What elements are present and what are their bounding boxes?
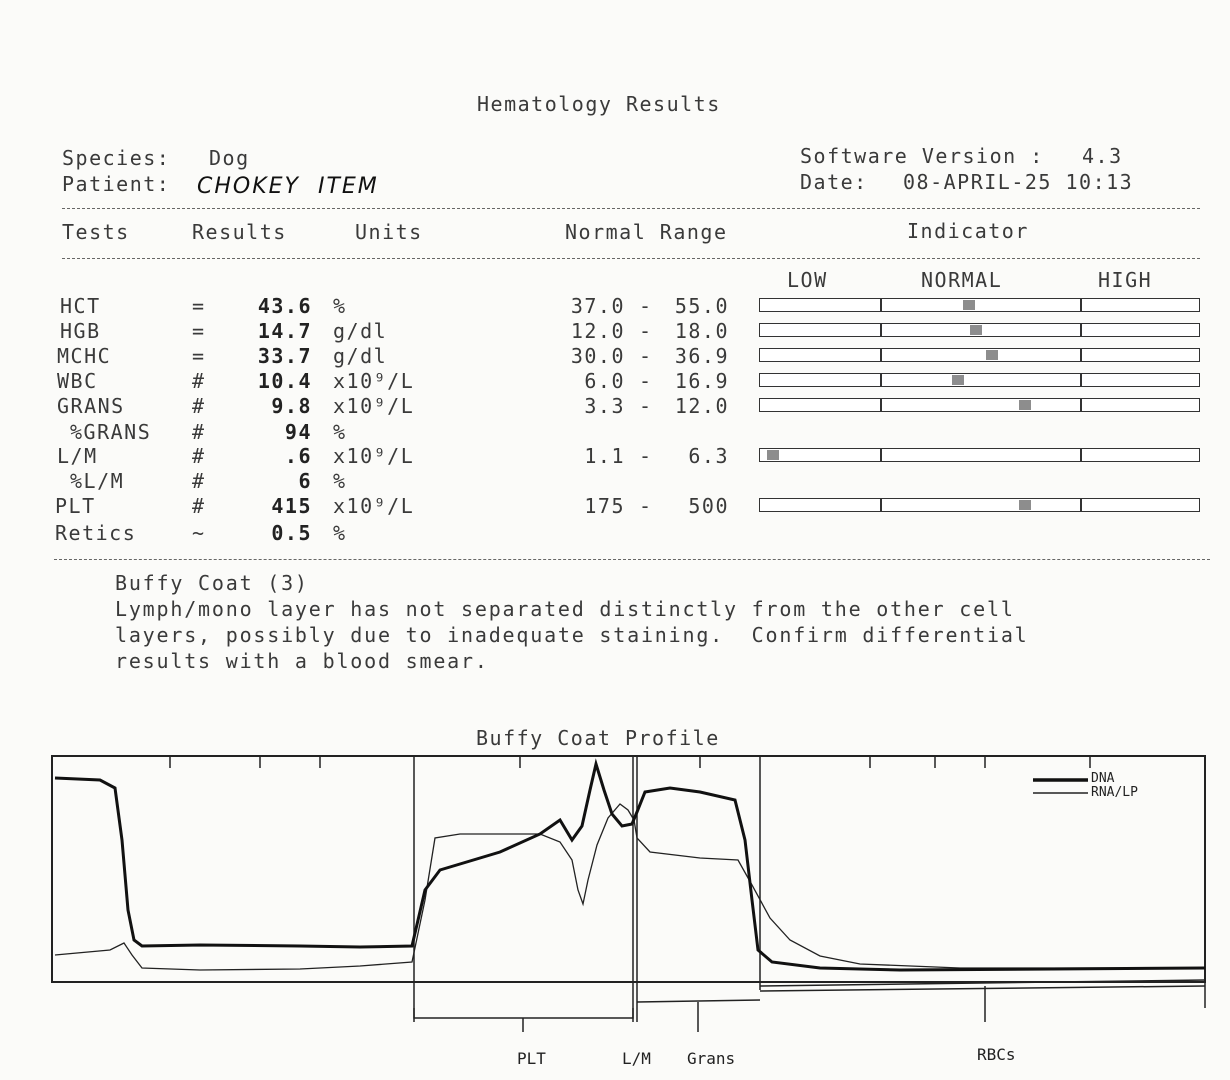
range-dash: -	[639, 344, 653, 368]
note-line: results with a blood smear.	[115, 649, 489, 673]
result-row	[0, 294, 1230, 320]
range-low: 1.1	[584, 444, 625, 468]
range-high: 500	[688, 494, 729, 518]
result-value: 6	[298, 469, 312, 493]
range-high: 55.0	[674, 294, 729, 318]
indicator-divider-low	[880, 348, 882, 362]
test-name: HGB	[60, 319, 101, 343]
indicator-marker	[970, 325, 982, 335]
indicator-divider-low	[880, 373, 882, 387]
zone-label-rbcs: RBCs	[977, 1045, 1016, 1064]
indicator-marker	[1019, 400, 1031, 410]
range-low: 12.0	[570, 319, 625, 343]
zone-label-grans: Grans	[687, 1049, 736, 1068]
indicator-bar	[759, 448, 1200, 462]
test-name: L/M	[57, 444, 98, 468]
date-value: 08-APRIL-25 10:13	[903, 170, 1134, 194]
result-unit: %	[333, 294, 347, 318]
profile-top-ticks	[170, 756, 1090, 768]
indicator-marker	[1019, 500, 1031, 510]
indicator-divider-high	[1080, 398, 1082, 412]
result-value: 0.5	[271, 521, 312, 545]
legend-dna-label: DNA	[1091, 771, 1115, 786]
range-high: 18.0	[674, 319, 729, 343]
range-dash: -	[639, 369, 653, 393]
indicator-marker	[767, 450, 779, 460]
species-label: Species:	[62, 146, 171, 170]
result-row	[0, 394, 1230, 420]
result-flag: #	[192, 394, 206, 418]
indicator-divider-high	[1080, 298, 1082, 312]
result-value: 43.6	[257, 294, 312, 318]
species-value: Dog	[209, 146, 250, 170]
profile-zone-brackets	[414, 982, 1205, 1032]
indicator-bar	[759, 323, 1200, 337]
result-flag: =	[192, 344, 206, 368]
result-flag: =	[192, 319, 206, 343]
profile-baselines	[52, 980, 1205, 1002]
indicator-normal-label: NORMAL	[921, 268, 1003, 292]
report-title: Hematology Results	[477, 92, 721, 116]
test-name: GRANS	[57, 394, 125, 418]
indicator-divider-low	[880, 398, 882, 412]
indicator-divider-low	[880, 298, 882, 312]
result-unit: g/dl	[333, 344, 388, 368]
result-unit: x10⁹/L	[333, 494, 415, 518]
test-name: %GRANS	[70, 420, 152, 444]
col-normal-range-header: Normal Range	[565, 220, 728, 244]
legend-rna-label: RNA/LP	[1091, 785, 1138, 800]
result-unit: %	[333, 420, 347, 444]
indicator-divider-high	[1080, 348, 1082, 362]
test-name: MCHC	[57, 344, 112, 368]
range-high: 16.9	[674, 369, 729, 393]
range-dash: -	[639, 319, 653, 343]
result-row	[0, 420, 1230, 446]
result-unit: %	[333, 469, 347, 493]
result-value: 415	[271, 494, 312, 518]
columns-rule	[62, 258, 1200, 259]
indicator-high-label: HIGH	[1098, 268, 1153, 292]
range-dash: -	[639, 444, 653, 468]
indicator-bar	[759, 398, 1200, 412]
range-high: 6.3	[688, 444, 729, 468]
range-low: 3.3	[584, 394, 625, 418]
result-value: 33.7	[257, 344, 312, 368]
result-unit: x10⁹/L	[333, 444, 415, 468]
date-label: Date:	[800, 170, 868, 194]
range-high: 12.0	[674, 394, 729, 418]
software-label: Software Version :	[800, 144, 1044, 168]
result-value: .6	[284, 444, 312, 468]
result-row	[0, 521, 1230, 547]
test-name: Retics	[55, 521, 137, 545]
range-low: 6.0	[584, 369, 625, 393]
result-unit: g/dl	[333, 319, 388, 343]
col-units-header: Units	[355, 220, 423, 244]
test-name: PLT	[55, 494, 96, 518]
result-flag: #	[192, 444, 206, 468]
patient-label: Patient:	[62, 172, 171, 196]
indicator-divider-low	[880, 498, 882, 512]
indicator-divider-high	[1080, 373, 1082, 387]
profile-title: Buffy Coat Profile	[476, 726, 720, 750]
result-value: 94	[284, 420, 312, 444]
indicator-bar	[759, 298, 1200, 312]
indicator-divider-high	[1080, 448, 1082, 462]
result-row	[0, 344, 1230, 370]
note-line: Lymph/mono layer has not separated distinctly from the other cell	[115, 597, 1015, 621]
result-value: 14.7	[257, 319, 312, 343]
indicator-bar	[759, 348, 1200, 362]
result-row	[0, 319, 1230, 345]
indicator-divider-high	[1080, 323, 1082, 337]
results-rule	[54, 559, 1210, 560]
result-value: 10.4	[257, 369, 312, 393]
result-flag: ~	[192, 521, 206, 545]
range-dash: -	[639, 494, 653, 518]
col-results-header: Results	[192, 220, 287, 244]
profile-frame	[52, 756, 1205, 982]
zone-label-lm: L/M	[622, 1049, 651, 1068]
note-heading: Buffy Coat (3)	[115, 571, 309, 595]
header-rule	[62, 208, 1200, 209]
indicator-bar	[759, 498, 1200, 512]
result-value: 9.8	[271, 394, 312, 418]
test-name: HCT	[60, 294, 101, 318]
note-line: layers, possibly due to inadequate staining. Confirm differential	[115, 623, 1029, 647]
range-low: 175	[584, 494, 625, 518]
col-tests-header: Tests	[62, 220, 130, 244]
range-high: 36.9	[674, 344, 729, 368]
range-low: 37.0	[570, 294, 625, 318]
col-indicator-header: Indicator	[907, 219, 1029, 243]
result-row	[0, 494, 1230, 520]
indicator-marker	[963, 300, 975, 310]
zone-label-plt: PLT	[517, 1049, 546, 1068]
indicator-divider-high	[1080, 498, 1082, 512]
result-flag: #	[192, 369, 206, 393]
test-name: %L/M	[70, 469, 125, 493]
indicator-divider-low	[880, 323, 882, 337]
indicator-low-label: LOW	[787, 268, 828, 292]
buffy-coat-profile-chart	[0, 750, 1230, 1080]
result-row	[0, 469, 1230, 495]
test-name: WBC	[57, 369, 98, 393]
result-flag: =	[192, 294, 206, 318]
result-flag: #	[192, 494, 206, 518]
indicator-marker	[952, 375, 964, 385]
result-row	[0, 369, 1230, 395]
indicator-divider-low	[880, 448, 882, 462]
patient-value: CHOKEY ITEM	[197, 174, 379, 199]
indicator-bar	[759, 373, 1200, 387]
result-unit: x10⁹/L	[333, 369, 415, 393]
result-unit: x10⁹/L	[333, 394, 415, 418]
result-row	[0, 444, 1230, 470]
dna-curve	[55, 764, 1205, 970]
range-low: 30.0	[570, 344, 625, 368]
range-dash: -	[639, 394, 653, 418]
indicator-marker	[986, 350, 998, 360]
software-value: 4.3	[1082, 144, 1123, 168]
result-flag: #	[192, 469, 206, 493]
result-flag: #	[192, 420, 206, 444]
range-dash: -	[639, 294, 653, 318]
result-unit: %	[333, 521, 347, 545]
